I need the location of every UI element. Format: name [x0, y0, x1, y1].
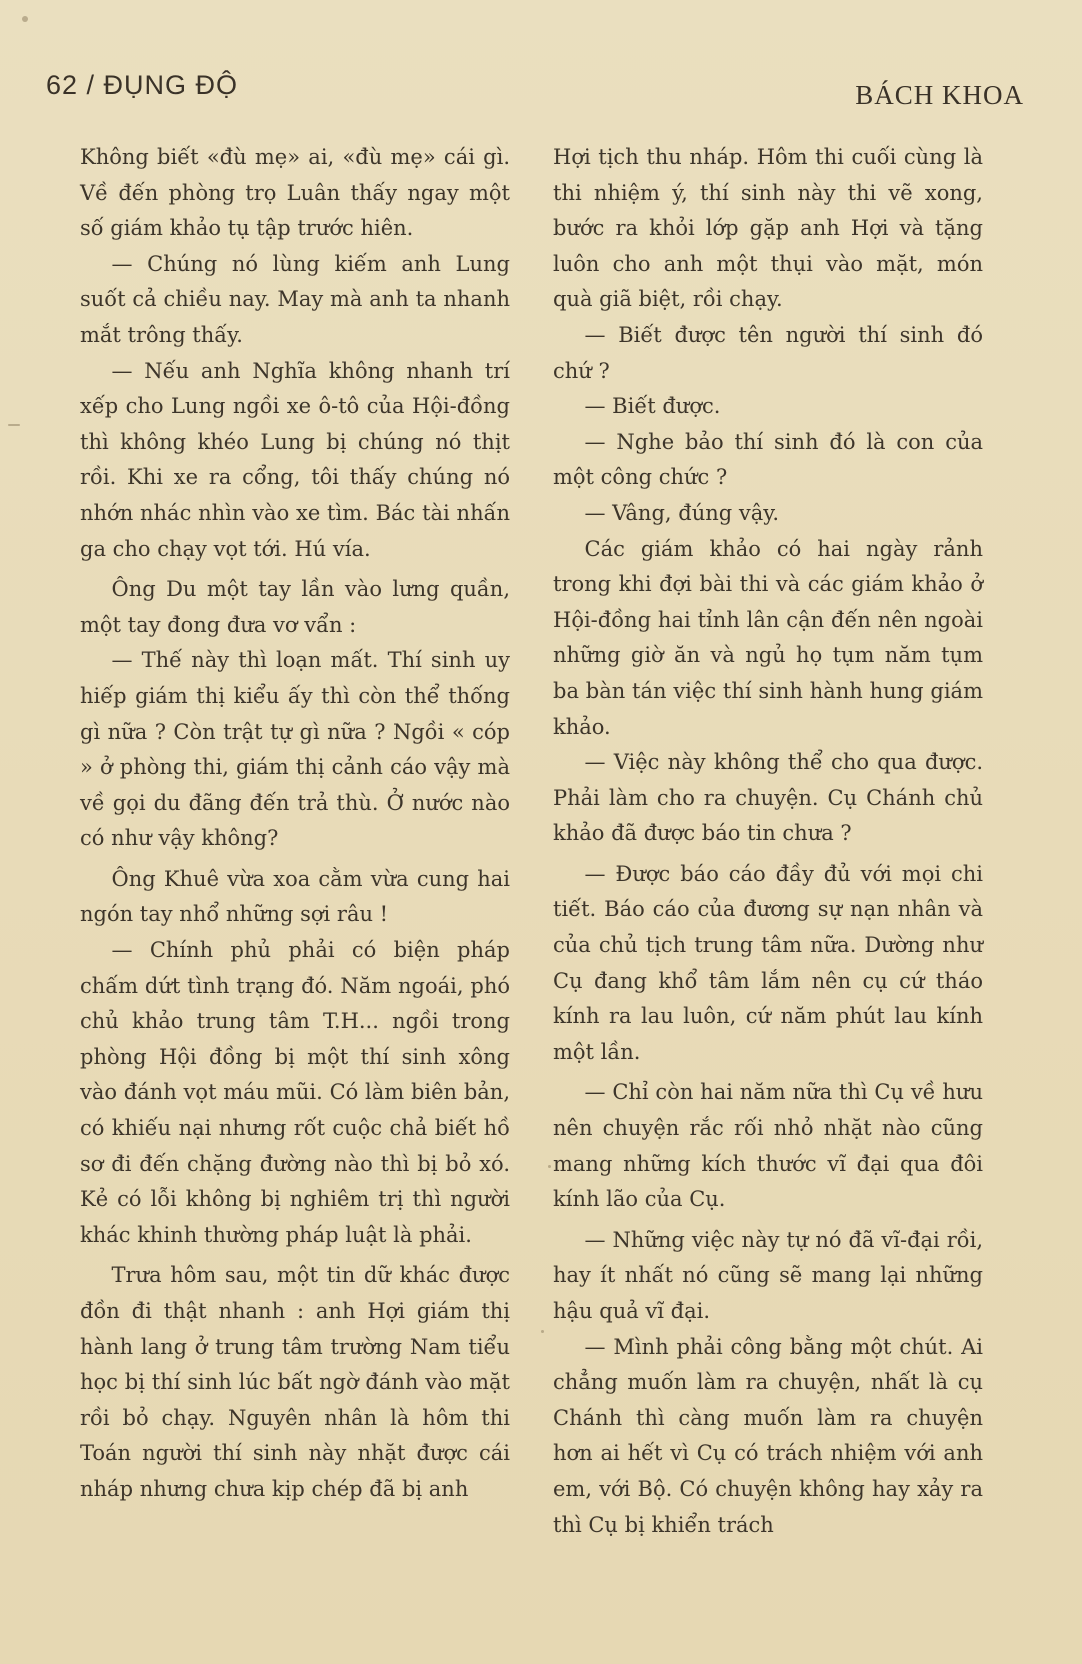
page-header [46, 70, 1024, 110]
paragraph: — Chúng nó lùng kiếm anh Lung suốt cả chiều nay. May mà anh ta nhanh mắt trông thấy. [80, 251, 510, 347]
paragraph: Ông Khuê vừa xoa cằm vừa cung hai ngón tay nhổ những sợi râu ! [80, 866, 510, 927]
paragraph: Hợi tịch thu nháp. Hôm thi cuối cùng là thi nhiệm ý, thí sinh này thi vẽ xong, bước ra khỏi lớp gặp anh Hợi và tặng luôn cho anh một thụi vào mặt, món quà giã biệt, rồi chạy. [553, 145, 983, 312]
paragraph: — Nghe bảo thí sinh đó là con của một công chức ? [553, 429, 983, 490]
paragraph: — Nếu anh Nghĩa không nhanh trí xếp cho Lung ngồi xe ô-tô của Hội-đồng thì không khéo Lung bị chúng nó thịt rồi. Khi xe ra cổng, tôi thấy chúng nó nhớn nhác nhìn vào xe tìm. Bác tài nhấn ga cho chạy vọt tới. Hú vía. [80, 358, 510, 561]
paragraph: — Được báo cáo đầy đủ với mọi chi tiết. Báo cáo của đương sự nạn nhân và của chủ tịch trung tâm nữa. Dường như Cụ đang khổ tâm lắm nên cụ cứ tháo kính ra lau luôn, cứ năm phút lau kính một lần. [553, 861, 983, 1064]
paragraph: — Việc này không thể cho qua được. Phải làm cho ra chuyện. Cụ Chánh chủ khảo đã được báo tin chưa ? [553, 750, 983, 846]
paragraph: — Mình phải công bằng một chút. Ai chẳng muốn làm ra chuyện, nhất là cụ Chánh thì càng muốn làm ra chuyện hơn ai hết vì Cụ có trách nhiệm với anh em, với Bộ. Có chuyện không hay xảy ra thì Cụ bị khiển trách [553, 1334, 983, 1537]
paragraph: Ông Du một tay lần vào lưng quần, một tay đong đưa vơ vẩn : [80, 577, 510, 637]
paragraph: — Những việc này tự nó đã vĩ-đại rồi, hay ít nhất nó cũng sẽ mang lại những hậu quả vĩ đại. [553, 1227, 983, 1323]
left-column [80, 140, 510, 1508]
paragraph: — Vâng, đúng vậy. [584, 500, 779, 525]
paper-speck [548, 1165, 551, 1168]
paper-speck [22, 16, 28, 22]
right-column [553, 140, 983, 1543]
paragraph: Không biết «đù mẹ» ai, «đù mẹ» cái gì. Về đến phòng trọ Luân thấy ngay một số giám khảo tụ tập trước hiên. [80, 145, 510, 241]
paragraph: — Biết được. [584, 394, 721, 419]
paragraph: — Biết được tên người thí sinh đó chứ ? [553, 322, 983, 383]
paragraph: Trưa hôm sau, một tin dữ khác được đồn đi thật nhanh : anh Hợi giám thị hành lang ở trung tâm trường Nam tiểu học bị thí sinh lúc bất ngờ đánh vào mặt rồi bỏ chạy. Nguyên nhân là hôm thi Toán người thí sinh này nhặt được cái nháp nhưng chưa kịp chép đã bị anh [80, 1263, 510, 1501]
paragraph: Các giám khảo có hai ngày rảnh trong khi đợi bài thi và các giám khảo ở Hội-đồng hai tỉnh lân cận đến nên ngoài những giờ ăn và ngủ họ tụm năm tụm ba bàn tán việc thí sinh hành hung giám khảo. [553, 536, 983, 739]
paragraph: — Chỉ còn hai năm nữa thì Cụ về hưu nên chuyện rắc rối nhỏ nhặt nào cũng mang những kích thước vĩ đại qua đôi kính lão của Cụ. [553, 1080, 983, 1212]
magazine-name: BÁCH KHOA [855, 80, 1024, 110]
paragraph: — Chính phủ phải có biện pháp chấm dứt tình trạng đó. Năm ngoái, phó chủ khảo trung tâm T.H... ngồi trong phòng Hội đồng bị một thí sinh xông vào đánh vọt máu mũi. Có làm biên bản, có khiếu nại nhưng rốt cuộc chả biết hồ sơ đi đến chặng đường nào thì bị bỏ xó. Kẻ có lỗi không bị nghiêm trị thì người khác khinh thường pháp luật là phải. [80, 938, 510, 1247]
paper-speck [8, 424, 20, 426]
paper-speck [541, 1330, 544, 1333]
paragraph: — Thế này thì loạn mất. Thí sinh uy hiếp giám thị kiểu ấy thì còn thể thống gì nữa ? Còn trật tự gì nữa ? Ngồi « cóp » ở phòng thi, giám thị cảnh cáo vậy mà về gọi du đãng đến trả thù. Ở nước nào có như vậy không? [80, 648, 510, 851]
page-number-and-title: 62 / ĐỤNG ĐỘ [46, 70, 239, 100]
